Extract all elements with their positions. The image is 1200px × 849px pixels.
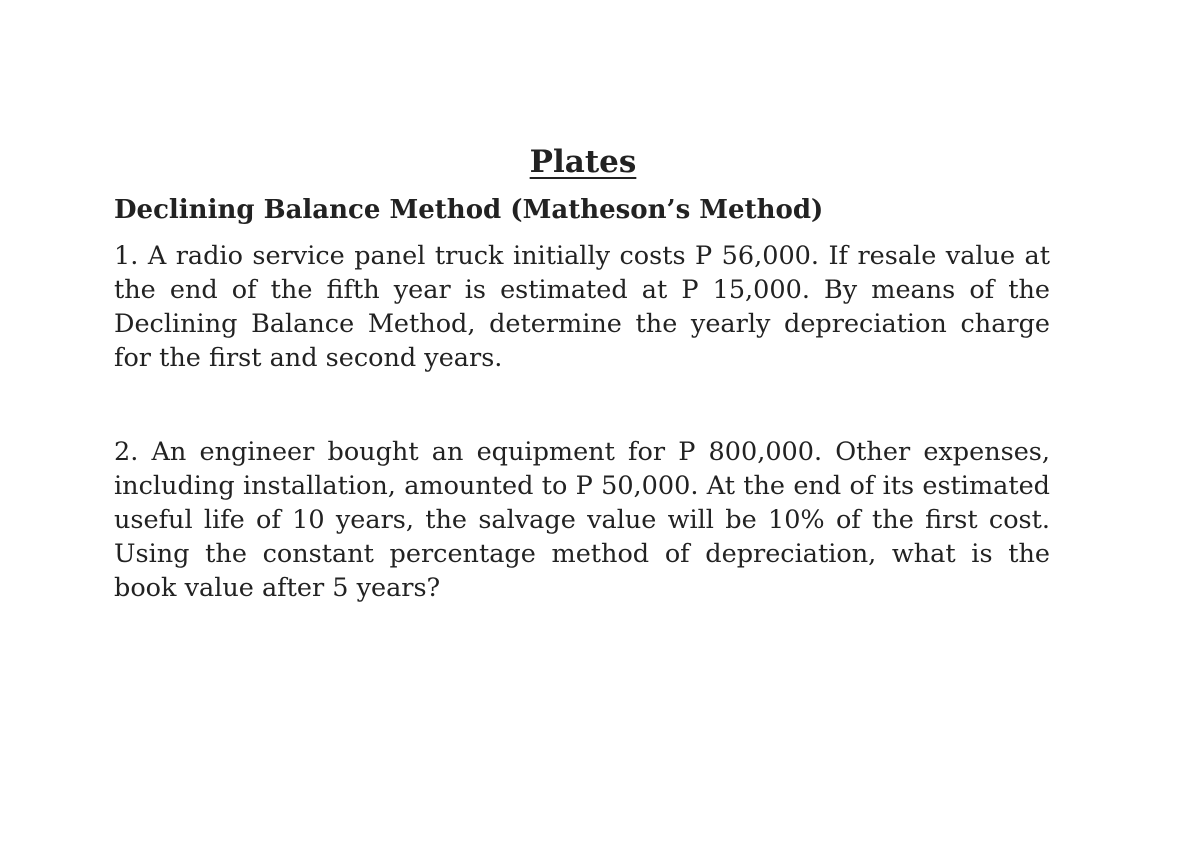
page-title: Plates [529,144,637,180]
problem-2-text: 2. An engineer bought an equipment for P 800,000. Other expenses, including installation, amounted to P 50,000. At the end of its estimated useful life of 10 years, the salvage value will be 10% of the first cost. Using the constant percentage method of depreciation, what is the book value after 5 years? [114,437,1050,603]
problem-1-text: 1. A radio service panel truck initially costs P 56,000. If resale value at the end of the fifth year is estimated at P 15,000. By means of the Declining Balance Method, determine the yearly depreciation charge for the first and second years. [114,241,1050,373]
section-heading: Declining Balance Method (Matheson’s Method) [114,195,824,225]
